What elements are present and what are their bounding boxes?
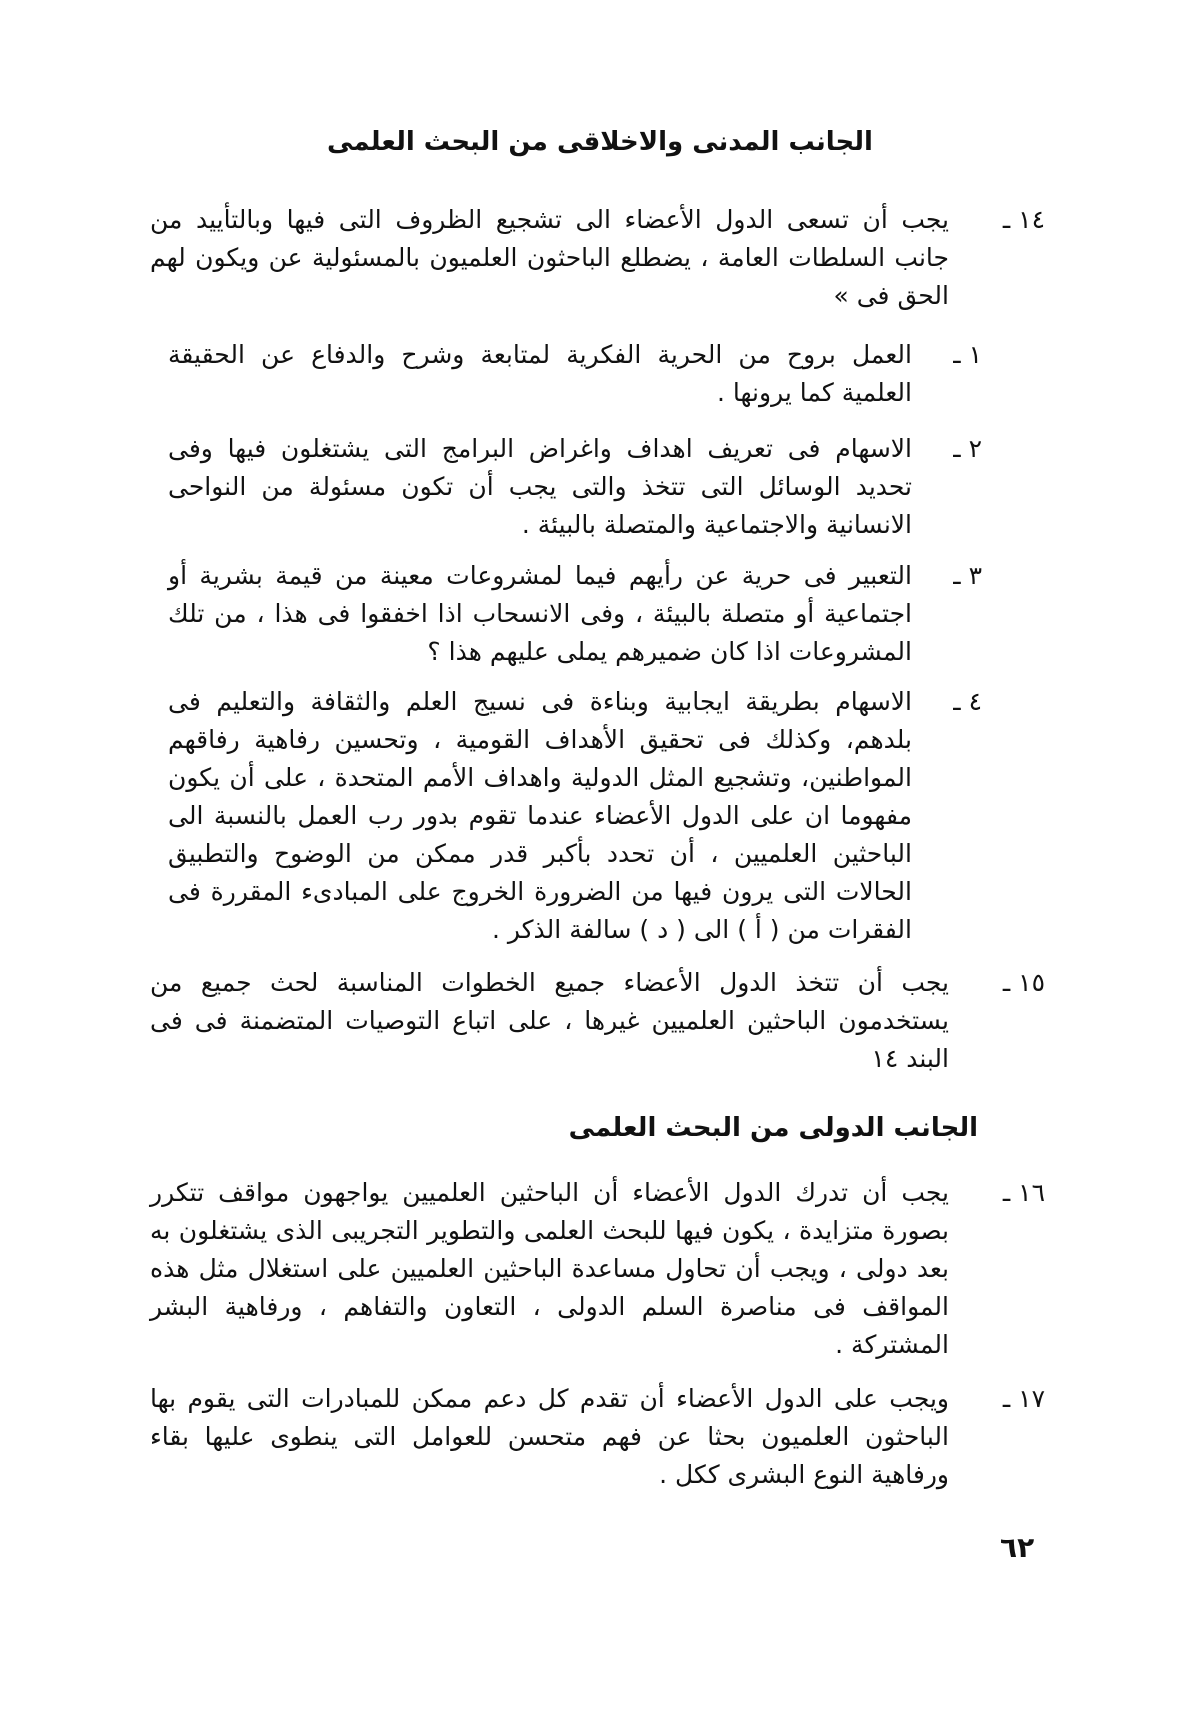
subclause-3 [168, 557, 982, 671]
clause-17 [150, 1380, 1045, 1494]
subclause-number: ٣ ـ [953, 561, 982, 590]
subclause-text: الاسهام فى تعريف اهداف واغراض البرامج التى يشتغلون فيها وفى تحديد الوسائل التى تتخذ والتى يجب أن تكون مسئولة من النواحى الانسانية والاجتماعية والمتصلة بالبيئة . [168, 434, 912, 539]
clause-number: ١٧ ـ [1002, 1384, 1045, 1413]
clause-text: يجب أن تدرك الدول الأعضاء أن الباحثين العلميين يواجهون مواقف تتكرر بصورة متزايدة ، يكون فيها للبحث العلمى والتطوير التجريبى الذى يشتغلون به بعد دولى ، ويجب أن تحاول مساعدة الباحثين العلميين على استغلال مثل هذه المواقف فى مناصرة السلم الدولى ، التعاون والتفاهم ، ورفاهية البشر المشتركة . [150, 1178, 949, 1359]
subclause-number: ٢ ـ [953, 434, 982, 463]
subclause-1 [168, 336, 982, 412]
page-number: ٦٢ [1000, 1531, 1035, 1564]
subclause-text: التعبير فى حرية عن رأيهم فيما لمشروعات معينة من قيمة بشرية أو اجتماعية أو متصلة بالبيئة ، وفى الانسحاب اذا اخفقوا فى هذا ، من تلك المشروعات اذا كان ضميرهم يملى عليهم هذا ؟ [168, 561, 912, 666]
clause-text: يجب أن تسعى الدول الأعضاء الى تشجيع الظروف التى فيها وبالتأييد من جانب السلطات العامة ، يضطلع الباحثون العلميون بالمسئولية عن ويكون لهم الحق فى » [150, 205, 949, 310]
subclause-text: العمل بروح من الحرية الفكرية لمتابعة وشرح والدفاع عن الحقيقة العلمية كما يرونها . [168, 340, 912, 407]
clause-16 [150, 1174, 1045, 1364]
subclause-4 [168, 683, 982, 949]
page-title: الجانب المدنى والاخلاقى من البحث العلمى [327, 127, 873, 157]
subclause-number: ١ ـ [953, 340, 982, 369]
clause-number: ١٤ ـ [1002, 205, 1045, 234]
subclause-2 [168, 430, 982, 544]
clause-text: ويجب على الدول الأعضاء أن تقدم كل دعم ممكن للمبادرات التى يقوم بها الباحثون العلميون بحثا عن فهم متحسن للعوامل التى ينطوى عليها بقاء ورفاهية النوع البشرى ككل . [150, 1384, 949, 1489]
clause-number: ١٦ ـ [1002, 1178, 1045, 1207]
subclause-number: ٤ ـ [953, 687, 982, 716]
clause-text: يجب أن تتخذ الدول الأعضاء جميع الخطوات المناسبة لحث جميع من يستخدمون الباحثين العلميين غيرها ، على اتباع التوصيات المتضمنة فى فى البند ١٤ [150, 968, 949, 1073]
clause-number: ١٥ ـ [1002, 968, 1045, 997]
subclause-text: الاسهام بطريقة ايجابية وبناءة فى نسيج العلم والثقافة والتعليم فى بلدهم، وكذلك فى تحقيق الأهداف القومية ، وتحسين رفاهية رفاقهم المواطنين، وتشجيع المثل الدولية واهداف الأمم المتحدة ، على أن يكون مفهوما ان على الدول الأعضاء عندما تقوم بدور رب العمل بالنسبة الى الباحثين العلميين ، أن تحدد بأكبر قدر ممكن من الوضوح والتطبيق الحالات التى يرون فيها من الضرورة الخروج على المبادىء المقررة فى الفقرات من ( أ ) الى ( د ) سالفة الذكر . [168, 687, 912, 944]
clause-14 [150, 201, 1045, 315]
clause-15 [150, 964, 1045, 1078]
section-heading: الجانب الدولى من البحث العلمى [568, 1113, 978, 1143]
